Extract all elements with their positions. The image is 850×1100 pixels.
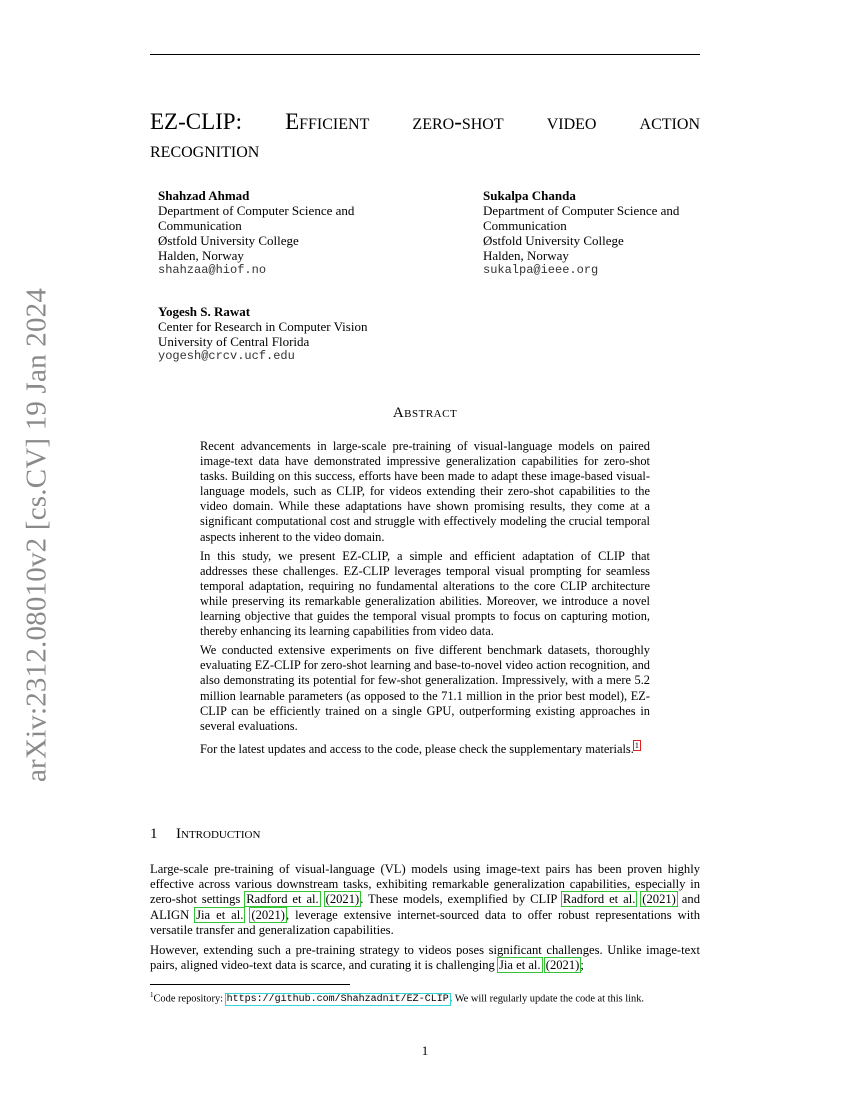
- section-number: 1: [150, 826, 158, 842]
- paper-title: [150, 108, 700, 164]
- author-department: Department of Computer Science and: [158, 203, 355, 218]
- footnote-text-cont: . We will regularly update the code at this link.: [449, 993, 645, 1005]
- text-run: Large-scale pre-training of visual-language (VL) models using image-text pairs has been proven highly effective across various downstream tasks, exhibiting remarkable generalization capabilities, especially in zero-shot settings: [150, 862, 700, 907]
- section-title: Introduction: [176, 826, 261, 842]
- author-block-2: [483, 188, 679, 278]
- title-line-1: EZ-CLIP: Efficient zero-shot video action: [150, 109, 700, 134]
- author-email[interactable]: yogesh@crcv.ucf.edu: [158, 349, 295, 363]
- citation-year-link[interactable]: (2021): [251, 907, 285, 922]
- footnote-mark: 1: [150, 991, 154, 999]
- citation-link[interactable]: Jia et al.: [498, 958, 541, 973]
- author-institution: Østfold University College: [158, 233, 299, 248]
- abstract-paragraph-1: Recent advancements in large-scale pre-training of visual-language models on paired image-text data have demonstrated impressive generalization capabilities for zero-shot tasks. Building on this success, efforts have been made to adapt these image-based visual-language models, such as CLIP, for videos extending their zero-shot capabilities to the video domain. While these adaptations have shown promising results, they come at a significant computational cost and struggle with effectively modeling the crucial temporal aspects inherent to the video domain.: [200, 439, 650, 544]
- top-rule: [150, 54, 700, 55]
- footnote: [150, 989, 700, 1006]
- intro-paragraph-1: [150, 862, 700, 938]
- title-line-2: recognition: [150, 137, 260, 162]
- author-department-cont: Communication: [483, 218, 567, 233]
- arxiv-identifier[interactable]: arXiv:2312.08010v2 [cs.CV] 19 Jan 2024: [20, 287, 53, 783]
- page-number: 1: [421, 1043, 429, 1058]
- author-email[interactable]: shahzaa@hiof.no: [158, 263, 267, 277]
- abstract-heading: Abstract: [392, 405, 458, 421]
- author-institution: Østfold University College: [483, 233, 624, 248]
- author-institution: University of Central Florida: [158, 334, 310, 349]
- introduction-body: [150, 862, 700, 978]
- author-location: Halden, Norway: [158, 248, 244, 263]
- text-run: . These models, exemplified by CLIP: [360, 892, 562, 907]
- abstract-body: [200, 439, 650, 761]
- author-name: Shahzad Ahmad: [158, 188, 250, 203]
- author-department-cont: Communication: [158, 218, 242, 233]
- author-block-1: [158, 188, 354, 278]
- abstract-paragraph-2: In this study, we present EZ-CLIP, a simple and efficient adaptation of CLIP that addresses these challenges. EZ-CLIP leverages temporal visual prompting for seamless temporal adaptation, requiring no fundamental alterations to the core CLIP architecture while preserving its remarkable generalization abilities. Moreover, we introduce a novel learning objective that guides the temporal visual prompts to focus on capturing motion, thereby enhancing its learning capabilities from video data.: [200, 548, 650, 639]
- author-name: Yogesh S. Rawat: [158, 304, 251, 319]
- author-email[interactable]: sukalpa@ieee.org: [483, 263, 599, 277]
- citation-year-link[interactable]: (2021): [325, 892, 360, 907]
- abstract-paragraph-4: [200, 738, 650, 757]
- text-run: ;: [580, 958, 584, 973]
- abstract-paragraph-4-text: For the latest updates and access to the code, please check the supplementary materials.: [200, 741, 634, 756]
- text-run: However, extending such a pre-training strategy to videos poses significant challenges. Unlike image-text pairs, aligned video-text data is scarce, and curating it is challenging: [150, 943, 700, 973]
- author-block-3: [158, 304, 367, 364]
- section-heading-introduction: [150, 826, 260, 843]
- citation-year-link[interactable]: (2021): [642, 892, 676, 907]
- author-name: Sukalpa Chanda: [483, 188, 576, 203]
- footnote-rule: [150, 984, 350, 985]
- footnote-reference[interactable]: 1: [634, 740, 639, 750]
- text-run: , leverage extensive internet-sourced data to offer robust representations with versatile transfer and generalization capabilities.: [150, 907, 700, 937]
- text-run: and ALIGN: [150, 892, 700, 922]
- citation-year-link[interactable]: (2021): [545, 958, 580, 973]
- abstract-paragraph-3: We conducted extensive experiments on five different benchmark datasets, thoroughly evaluating EZ-CLIP for zero-shot learning and base-to-novel video action recognition, and also demonstrating its potential for few-shot generalization. Impressively, with a mere 5.2 million learnable parameters (as opposed to the 71.1 million in the prior best model), EZ-CLIP can be efficiently trained on a single GPU, outperforming existing approaches in several evaluations.: [200, 643, 650, 733]
- citation-link[interactable]: Jia et al.: [196, 907, 244, 922]
- author-department: Department of Computer Science and: [483, 203, 680, 218]
- citation-link[interactable]: Radford et al.: [562, 892, 636, 907]
- footnote-text: Code repository:: [153, 993, 226, 1005]
- code-repository-link[interactable]: https://github.com/Shahzadnit/EZ-CLIP: [226, 994, 449, 1006]
- citation-link[interactable]: Radford et al.: [246, 892, 319, 907]
- intro-paragraph-2: [150, 943, 700, 973]
- author-department: Center for Research in Computer Vision: [158, 319, 368, 334]
- author-location: Halden, Norway: [483, 248, 569, 263]
